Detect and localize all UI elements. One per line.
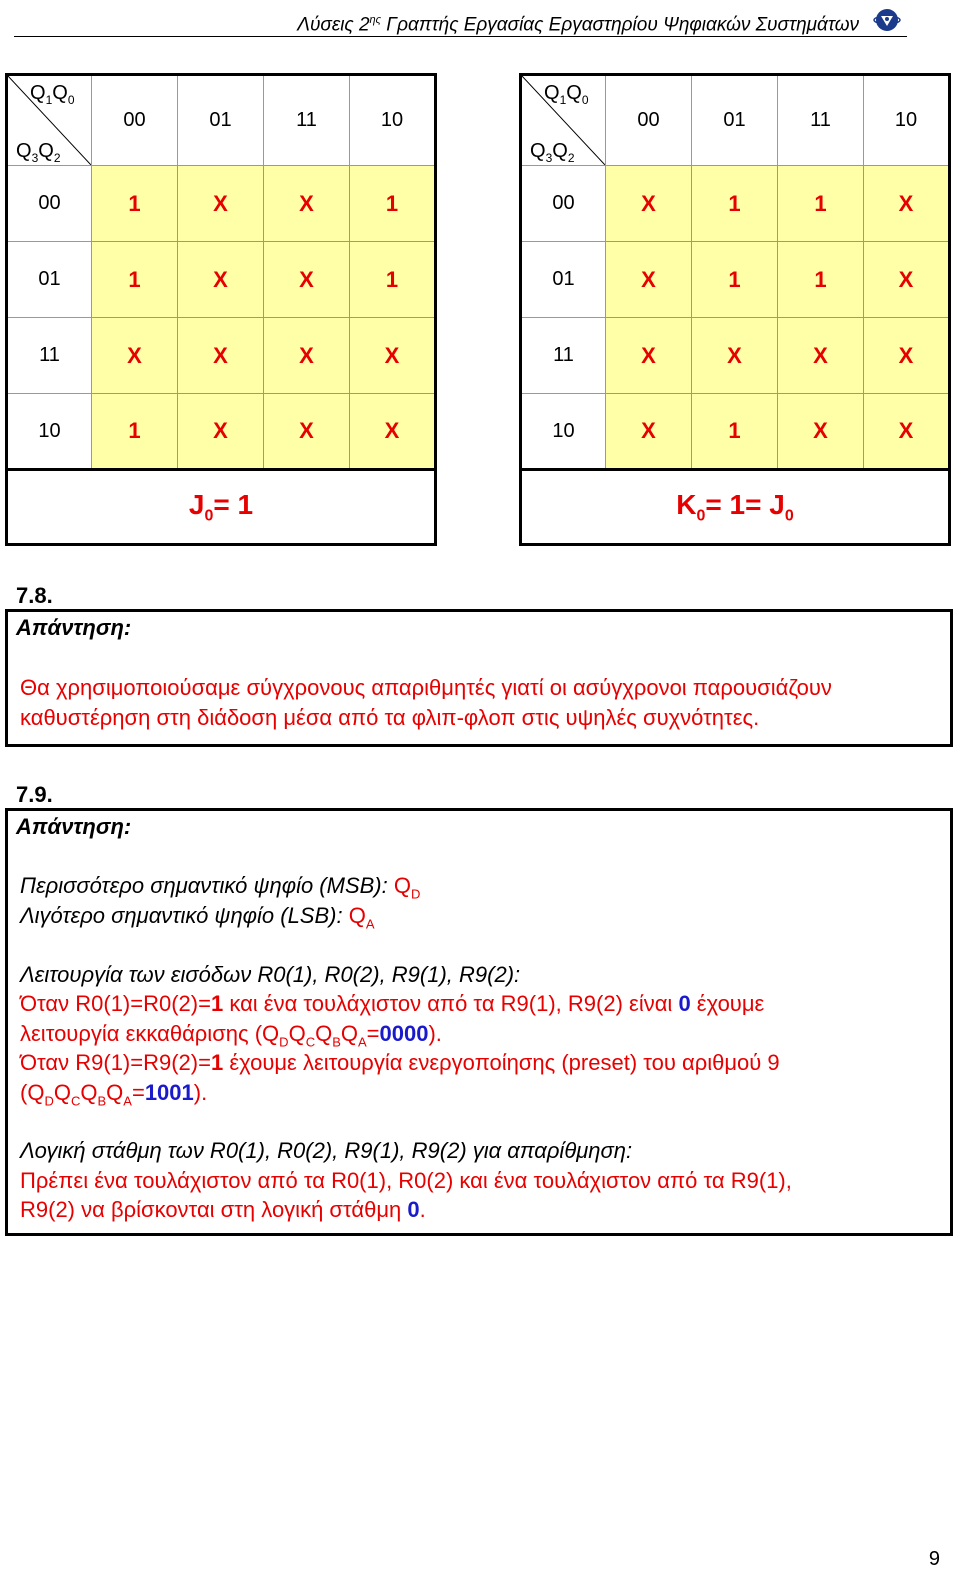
kmap-cell: 1 bbox=[92, 166, 178, 242]
kmap-j0 bbox=[5, 73, 437, 546]
page-header bbox=[14, 6, 907, 37]
msb-line: Περισσότερο σημαντικό ψηφίο (MSB): $Q_D$ bbox=[20, 873, 421, 902]
kmap-cell: X bbox=[606, 394, 692, 470]
kmap-col-header: 00 bbox=[606, 75, 692, 166]
university-logo-icon bbox=[871, 6, 903, 34]
kmap-cell: X bbox=[264, 318, 350, 394]
kmap-cell: 1 bbox=[350, 166, 436, 242]
kmap-equation: $J_0= 1$ bbox=[7, 470, 436, 545]
count-title: Λογική στάθμη των R0(1), R0(2), R9(1), R9(2) για απαρίθμηση: bbox=[20, 1138, 633, 1163]
kmap-row-header: 10 bbox=[521, 394, 606, 470]
kmap-corner: $Q_1Q_0$ $Q_3Q_2$ bbox=[7, 75, 92, 166]
kmap-col-header: 01 bbox=[692, 75, 778, 166]
count-line-1: Πρέπει ένα τουλάχιστον από τα R0(1), R0(2) και ένα τουλάχιστον από τα R9(1), bbox=[20, 1168, 792, 1193]
kmap-col-header: 01 bbox=[178, 75, 264, 166]
kmap-cell: X bbox=[92, 318, 178, 394]
answer-label: Απάντηση: bbox=[16, 615, 132, 640]
kmap-k0 bbox=[519, 73, 951, 546]
kmap-col-header: 11 bbox=[778, 75, 864, 166]
kmap-col-header: 10 bbox=[350, 75, 436, 166]
kmap-cell: X bbox=[350, 318, 436, 394]
answer-box-7-9 bbox=[5, 808, 953, 1236]
kmap-cell: 1 bbox=[692, 394, 778, 470]
section-number: 7.8. bbox=[16, 583, 53, 608]
count-line-2: R9(2) να βρίσκονται στη λογική στάθμη 0. bbox=[20, 1197, 426, 1222]
preset-line-1: Όταν R9(1)=R9(2)=1 έχουμε λειτουργία ενεργοποίησης (preset) του αριθμού 9 bbox=[20, 1050, 780, 1075]
lsb-line: Λιγότερο σημαντικό ψηφίο (LSB): $Q_A$ bbox=[20, 903, 375, 932]
header-title: Λύσεις $2^{\eta\varsigma}$ Γραπτής Εργασίας Εργαστηρίου Ψηφιακών Συστημάτων bbox=[297, 14, 859, 36]
kmap-row-header: 10 bbox=[7, 394, 92, 470]
kmap-cell: X bbox=[864, 242, 950, 318]
kmap-col-header: 00 bbox=[92, 75, 178, 166]
kmap-cell: X bbox=[606, 318, 692, 394]
kmap-cell: X bbox=[606, 242, 692, 318]
kmap-cell: 1 bbox=[692, 242, 778, 318]
kmap-row-header: 01 bbox=[7, 242, 92, 318]
kmap-equation: $K_0= 1= J_0$ bbox=[521, 470, 950, 545]
kmap-cell: X bbox=[178, 242, 264, 318]
kmap-cell: X bbox=[864, 318, 950, 394]
kmap-row-header: 01 bbox=[521, 242, 606, 318]
kmap-cell: X bbox=[178, 166, 264, 242]
kmap-cell: X bbox=[778, 394, 864, 470]
kmap-corner: $Q_1Q_0$ $Q_3Q_2$ bbox=[521, 75, 606, 166]
kmap-row-header: 11 bbox=[7, 318, 92, 394]
kmap-col-header: 11 bbox=[264, 75, 350, 166]
clear-line-1: Όταν R0(1)=R0(2)=1 και ένα τουλάχιστον από τα R9(1), R9(2) είναι 0 έχουμε bbox=[20, 991, 765, 1016]
kmap-cell: 1 bbox=[778, 166, 864, 242]
answer-text: Θα χρησιμοποιούσαμε σύγχρονους απαριθμητές γιατί οι ασύγχρονοι παρουσιάζουν bbox=[20, 675, 832, 700]
kmap-row-header: 11 bbox=[521, 318, 606, 394]
kmap-col-header: 10 bbox=[864, 75, 950, 166]
kmap-cell: X bbox=[264, 242, 350, 318]
inputs-title: Λειτουργία των εισόδων R0(1), R0(2), R9(1), R9(2): bbox=[20, 962, 521, 987]
kmap-cell: X bbox=[178, 318, 264, 394]
answer-text: καθυστέρηση στη διάδοση μέσα από τα φλιπ-φλοπ στις υψηλές συχνότητες. bbox=[20, 705, 760, 730]
page-number: 9 bbox=[928, 1548, 940, 1570]
preset-line-2: $(Q_DQ_CQ_BQ_A=1001)$. bbox=[20, 1080, 208, 1109]
section-number: 7.9. bbox=[16, 782, 53, 807]
kmap-cell: X bbox=[350, 394, 436, 470]
clear-line-2: λειτουργία εκκαθάρισης $(Q_DQ_CQ_BQ_A=0000)$. bbox=[20, 1021, 442, 1050]
kmap-cell: X bbox=[778, 318, 864, 394]
kmap-row-header: 00 bbox=[7, 166, 92, 242]
kmap-row-header: 00 bbox=[521, 166, 606, 242]
kmap-cell: 1 bbox=[778, 242, 864, 318]
kmap-cell: X bbox=[864, 394, 950, 470]
kmap-cell: X bbox=[178, 394, 264, 470]
kmap-cell: X bbox=[264, 394, 350, 470]
kmap-cell: X bbox=[692, 318, 778, 394]
kmap-cell: X bbox=[864, 166, 950, 242]
answer-box-7-8 bbox=[5, 609, 953, 747]
kmap-cell: 1 bbox=[92, 394, 178, 470]
answer-label: Απάντηση: bbox=[16, 814, 132, 839]
kmap-cell: X bbox=[606, 166, 692, 242]
kmap-cell: 1 bbox=[92, 242, 178, 318]
kmap-cell: 1 bbox=[350, 242, 436, 318]
kmap-cell: 1 bbox=[692, 166, 778, 242]
kmap-cell: X bbox=[264, 166, 350, 242]
